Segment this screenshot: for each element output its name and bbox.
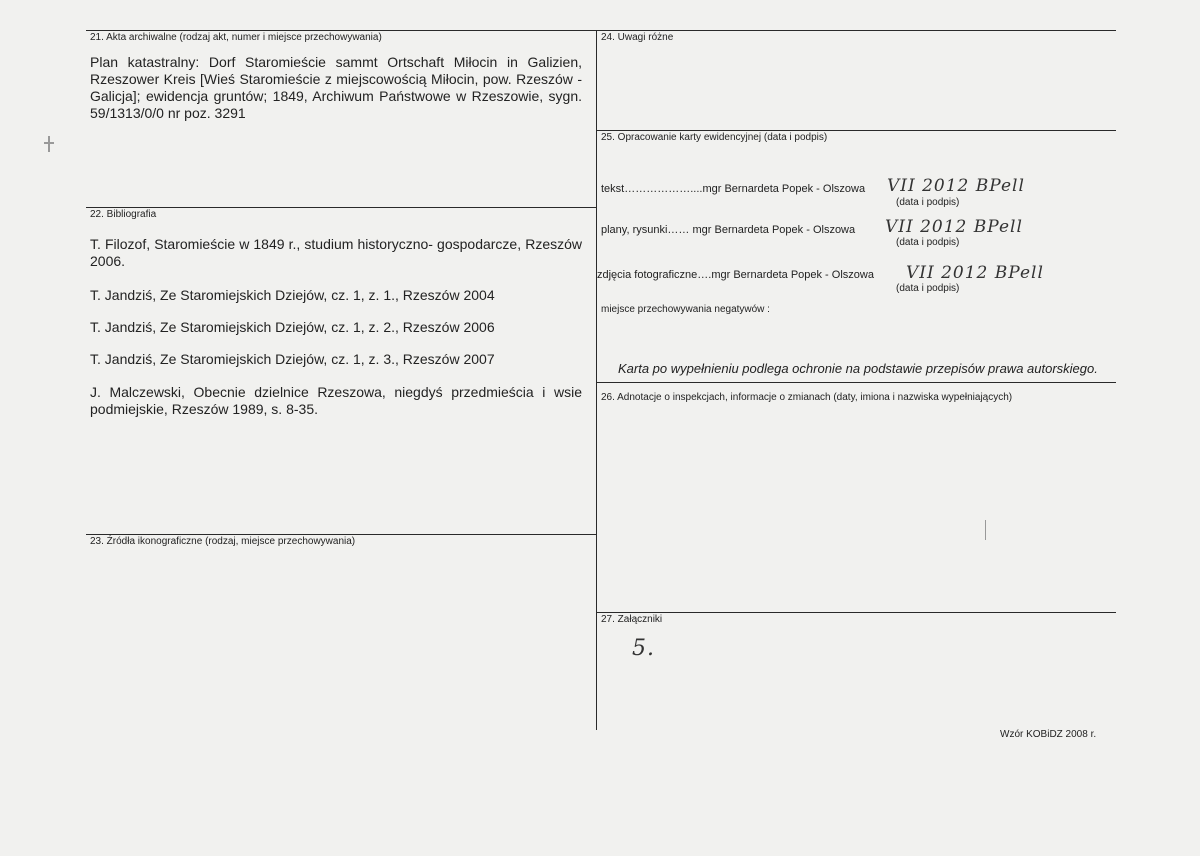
copyright-notice: Karta po wypełnieniu podlega ochronie na podstawie przepisów prawa autorskiego.	[618, 361, 1098, 376]
top-border-line	[86, 30, 1116, 31]
attachments-count: 5.	[632, 636, 655, 661]
negatives-location-label: miejsce przechowywania negatywów :	[601, 304, 770, 315]
section-25-label: 25. Opracowanie karty ewidencyjnej (data i podpis)	[601, 132, 828, 143]
section-22-label: 22. Bibliografia	[90, 209, 157, 220]
signoff-photos-handwritten: VII 2012 BPell	[906, 263, 1044, 283]
bibliography-entry-5: J. Malczewski, Obecnie dzielnice Rzeszowa, niegdyś przedmieścia i wsie podmiejskie, Rzeszów 1989, s. 8-35.	[90, 384, 582, 417]
signoff-text-caption: (data i podpis)	[896, 197, 960, 208]
form-template-footer: Wzór KOBiDZ 2008 r.	[1000, 729, 1097, 740]
signoff-plans-prefix: plany, rysunki…… mgr Bernardeta Popek - Olszowa	[601, 224, 856, 236]
section-26-label: 26. Adnotacje o inspekcjach, informacje o zmianach (daty, imiona i nazwiska wypełniających)	[601, 392, 1013, 403]
bibliography-entry-1: T. Filozof, Staromieście w 1849 r., studium historyczno- gospodarcze, Rzeszów 2006.	[90, 236, 582, 269]
bibliography-entry-2: T. Jandziś, Ze Staromiejskich Dziejów, cz. 1, z. 1., Rzeszów 2004	[90, 287, 495, 303]
divider-24-25	[596, 130, 1116, 131]
divider-22-23	[86, 534, 596, 535]
section-27-label: 27. Załączniki	[601, 614, 663, 625]
signoff-text-prefix: tekst………………....mgr Bernardeta Popek - Olszowa	[601, 183, 866, 195]
section-21-label: 21. Akta archiwalne (rodzaj akt, numer i miejsce przechowywania)	[90, 32, 382, 43]
divider-21-22	[86, 207, 596, 208]
signoff-photos-prefix: zdjęcia fotograficzne….mgr Bernardeta Popek - Olszowa	[597, 269, 874, 281]
bibliography-entry-4: T. Jandziś, Ze Staromiejskich Dziejów, cz. 1, z. 3., Rzeszów 2007	[90, 351, 495, 367]
scan-mark-right	[985, 520, 986, 540]
center-divider	[596, 30, 597, 730]
signoff-plans-handwritten: VII 2012 BPell	[885, 217, 1023, 237]
signoff-text-handwritten: VII 2012 BPell	[887, 176, 1025, 196]
section-21-text: Plan katastralny: Dorf Staromieście sammt Ortschaft Miłocin in Galizien, Rzeszower Kreis [Wieś Staromieście z miejscowością Miłocin, pow. Rzeszów - Galicja]; ewidencja gruntów; 1849, Archiwum Państwowe w Rzeszowie, sygn. 59/1313/0/0 nr poz. 3291	[90, 54, 582, 121]
section-24-label: 24. Uwagi różne	[601, 32, 674, 43]
scan-mark-left-2	[48, 136, 50, 152]
divider-25-26	[596, 382, 1116, 383]
divider-26-27	[596, 612, 1116, 613]
signoff-plans-caption: (data i podpis)	[896, 237, 960, 248]
bibliography-entry-3: T. Jandziś, Ze Staromiejskich Dziejów, cz. 1, z. 2., Rzeszów 2006	[90, 319, 495, 335]
section-23-label: 23. Źródła ikonograficzne (rodzaj, miejsce przechowywania)	[90, 536, 356, 547]
signoff-photos-caption: (data i podpis)	[896, 283, 960, 294]
